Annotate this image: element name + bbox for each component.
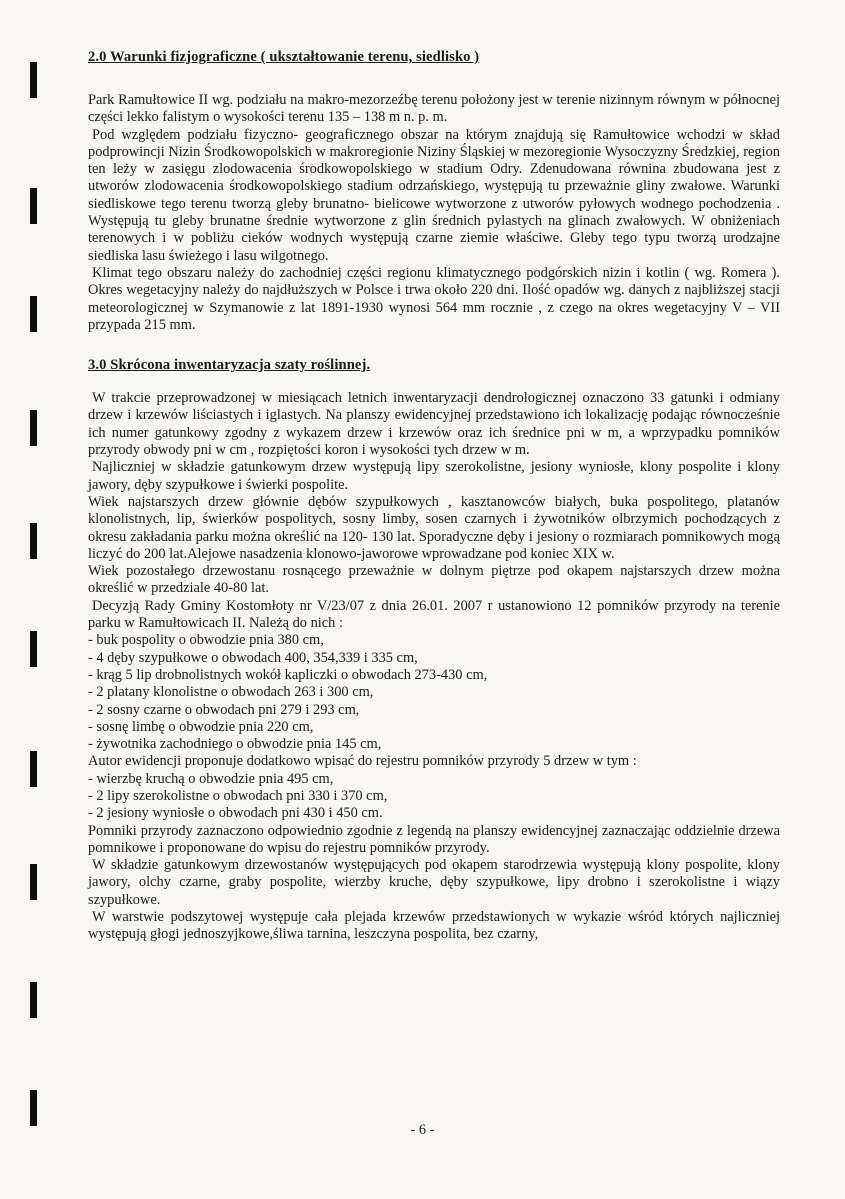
list-item: - wierzbę kruchą o obwodzie pnia 495 cm, (88, 770, 334, 787)
list-item: - 4 dęby szypułkowe o obwodach 400, 354,339 i 335 cm, (88, 649, 418, 666)
binder-hole-mark (30, 864, 37, 900)
section-heading-vegetation: 3.0 Skrócona inwentaryzacja szaty roślinnej. (88, 357, 371, 374)
document-body (88, 44, 780, 944)
paragraph: Pomniki przyrody zaznaczono odpowiednio zgodnie z legendą na planszy ewidencyjnej zaznaczając oddzielnie drzewa pomnikowe i proponowane do wpisu do rejestru pomników przyrody. (88, 822, 780, 856)
paragraph: W warstwie podszytowej występuje cała plejada krzewów przedstawionych w wykazie wśród których najliczniej występują głogi jednoszyjkowe,śliwa tarnina, leszczyna pospolita, bez czarny, (88, 909, 780, 943)
list-item: - żywotnika zachodniego o obwodzie pnia 145 cm, (88, 736, 382, 753)
list-item: - sosnę limbę o obwodzie pnia 220 cm, (88, 718, 314, 735)
list-item: - krąg 5 lip drobnolistnych wokół kapliczki o obwodach 273-430 cm, (88, 666, 488, 683)
list-item: - 2 platany klonolistne o obwodach 263 i 300 cm, (88, 684, 374, 701)
paragraph: W składzie gatunkowym drzewostanów występujących pod okapem starodrzewia występują klony pospolite, klony jawory, olchy czarne, graby pospolite, wierzby kruche, dęby szypułkowe, lipy drobno i szerokolistne i wiązy szypułkowe. (88, 857, 780, 908)
binder-hole-mark (30, 1090, 37, 1126)
binder-hole-mark (30, 188, 37, 224)
binder-hole-mark (30, 631, 37, 667)
list-item: - 2 lipy szerokolistne o obwodach pni 330 i 370 cm, (88, 787, 388, 804)
paragraph: Najliczniej w składzie gatunkowym drzew występują lipy szerokolistne, jesiony wyniosłe, klony pospolite i klony jawory, dęby szypułkowe i świerki pospolite. (88, 459, 780, 493)
proposed-monuments-list (88, 771, 780, 823)
paragraph: Decyzją Rady Gminy Kostomłoty nr V/23/07 z dnia 26.01. 2007 r ustanowiono 12 pomników przyrody na terenie parku w Ramułtowicach II. Należą do nich : (88, 597, 780, 632)
natural-monuments-list (88, 632, 780, 753)
page-number: - 6 - (410, 1122, 435, 1138)
binder-hole-mark (30, 410, 37, 446)
paragraph: Wiek najstarszych drzew głównie dębów szypułkowych , kasztanowców białych, buka pospolitego, platanów klonolistnych, lip, świerków pospolitych, sosny limby, sosen czarnych i żywotników olbrzymich pochodzących z okresu zakładania parku można określić na 120- 130 lat. Sporadyczne dęby i jesiony o rozmiarach pomnikowych mogą liczyć do 200 lat.Alejowe nasadzenia klonowo-jaworowe wprowadzane pod koniec XIX w. (88, 493, 780, 562)
list-item: - 2 jesiony wyniosłe o obwodach pni 430 i 450 cm. (88, 805, 383, 822)
list-item: - buk pospolity o obwodzie pnia 380 cm, (88, 632, 324, 649)
paragraph: W trakcie przeprowadzonej w miesiącach letnich inwentaryzacji dendrologicznej oznaczono 33 gatunki i odmiany drzew i krzewów liściastych i iglastych. Na planszy ewidencyjnej przedstawiono ich lokalizację podając równocześnie ich numer gatunkowy zgodny z wykazem drzew i krzewów oraz ich średnice pni w m, a wprzypadku pomników przyrody obwody pni w cm , rozpiętości koron i wysokości tych drzew w m. (88, 390, 780, 459)
list-item: - 2 sosny czarne o obwodach pni 279 i 293 cm, (88, 701, 360, 718)
binder-hole-mark (30, 296, 37, 332)
paragraph: Park Ramułtowice II wg. podziału na makro-mezorzeźbę terenu położony jest w terenie nizinnym równym w północnej części lekko falistym o wysokości terenu 135 – 138 m n. p. m. (88, 92, 780, 126)
paragraph: Klimat tego obszaru należy do zachodniej części regionu klimatycznego podgórskich nizin i kotlin ( wg. Romera ). Okres wegetacyjny należy do najdłuższych w Polsce i trwa około 220 dni. Ilość opadów wg. danych z najbliższej stacji meteorologicznej w Szymanowie z lat 1891-1930 wynosi 564 mm rocznie , z czego na okres wegetacyjny V – VII przypada 215 mm. (88, 264, 780, 333)
paragraph: Wiek pozostałego drzewostanu rosnącego przeważnie w dolnym piętrze pod okapem najstarszych drzew można określić w przedziale 40-80 lat. (88, 563, 780, 597)
paragraph: Autor ewidencji proponuje dodatkowo wpisać do rejestru pomników przyrody 5 drzew w tym : (88, 753, 637, 770)
binder-hole-mark (30, 982, 37, 1018)
binder-hole-mark (30, 62, 37, 98)
binder-hole-mark (30, 523, 37, 559)
paragraph: Pod względem podziału fizyczno- geograficznego obszar na którym znajdują się Ramułtowice wchodzi w skład podprowincji Nizin Środkowopolskich w makroregionie Niziny Śląskiej w mezoregionie Wysoczyzny Średzkiej, region ten leży w zasięgu zlodowacenia środkowopolskiego w stadium Odry. Zdenudowana równina zbudowana jest z utworów zlodowacenia środkowopolskiego stadium odrzańskiego, występują tu przeważnie gliny zwałowe. Warunki siedliskowe tego terenu tworzą gleby brunatno- bielicowe wytworzone z utworów pyłowych wodnego pochodzenia . Występują tu gleby brunatne średnie wytworzone z glin średnich pylastych na glinach zwałowych. W obniżeniach terenowych i w pobliżu cieków wodnych występują czarne ziemie właściwe. Gleby tego typu tworzą urodzajne siedliska lasu świeżego i lasu wilgotnego. (88, 126, 780, 264)
section-heading-physiography: 2.0 Warunki fizjograficzne ( ukształtowanie terenu, siedlisko ) (88, 49, 480, 65)
binder-hole-mark (30, 751, 37, 787)
